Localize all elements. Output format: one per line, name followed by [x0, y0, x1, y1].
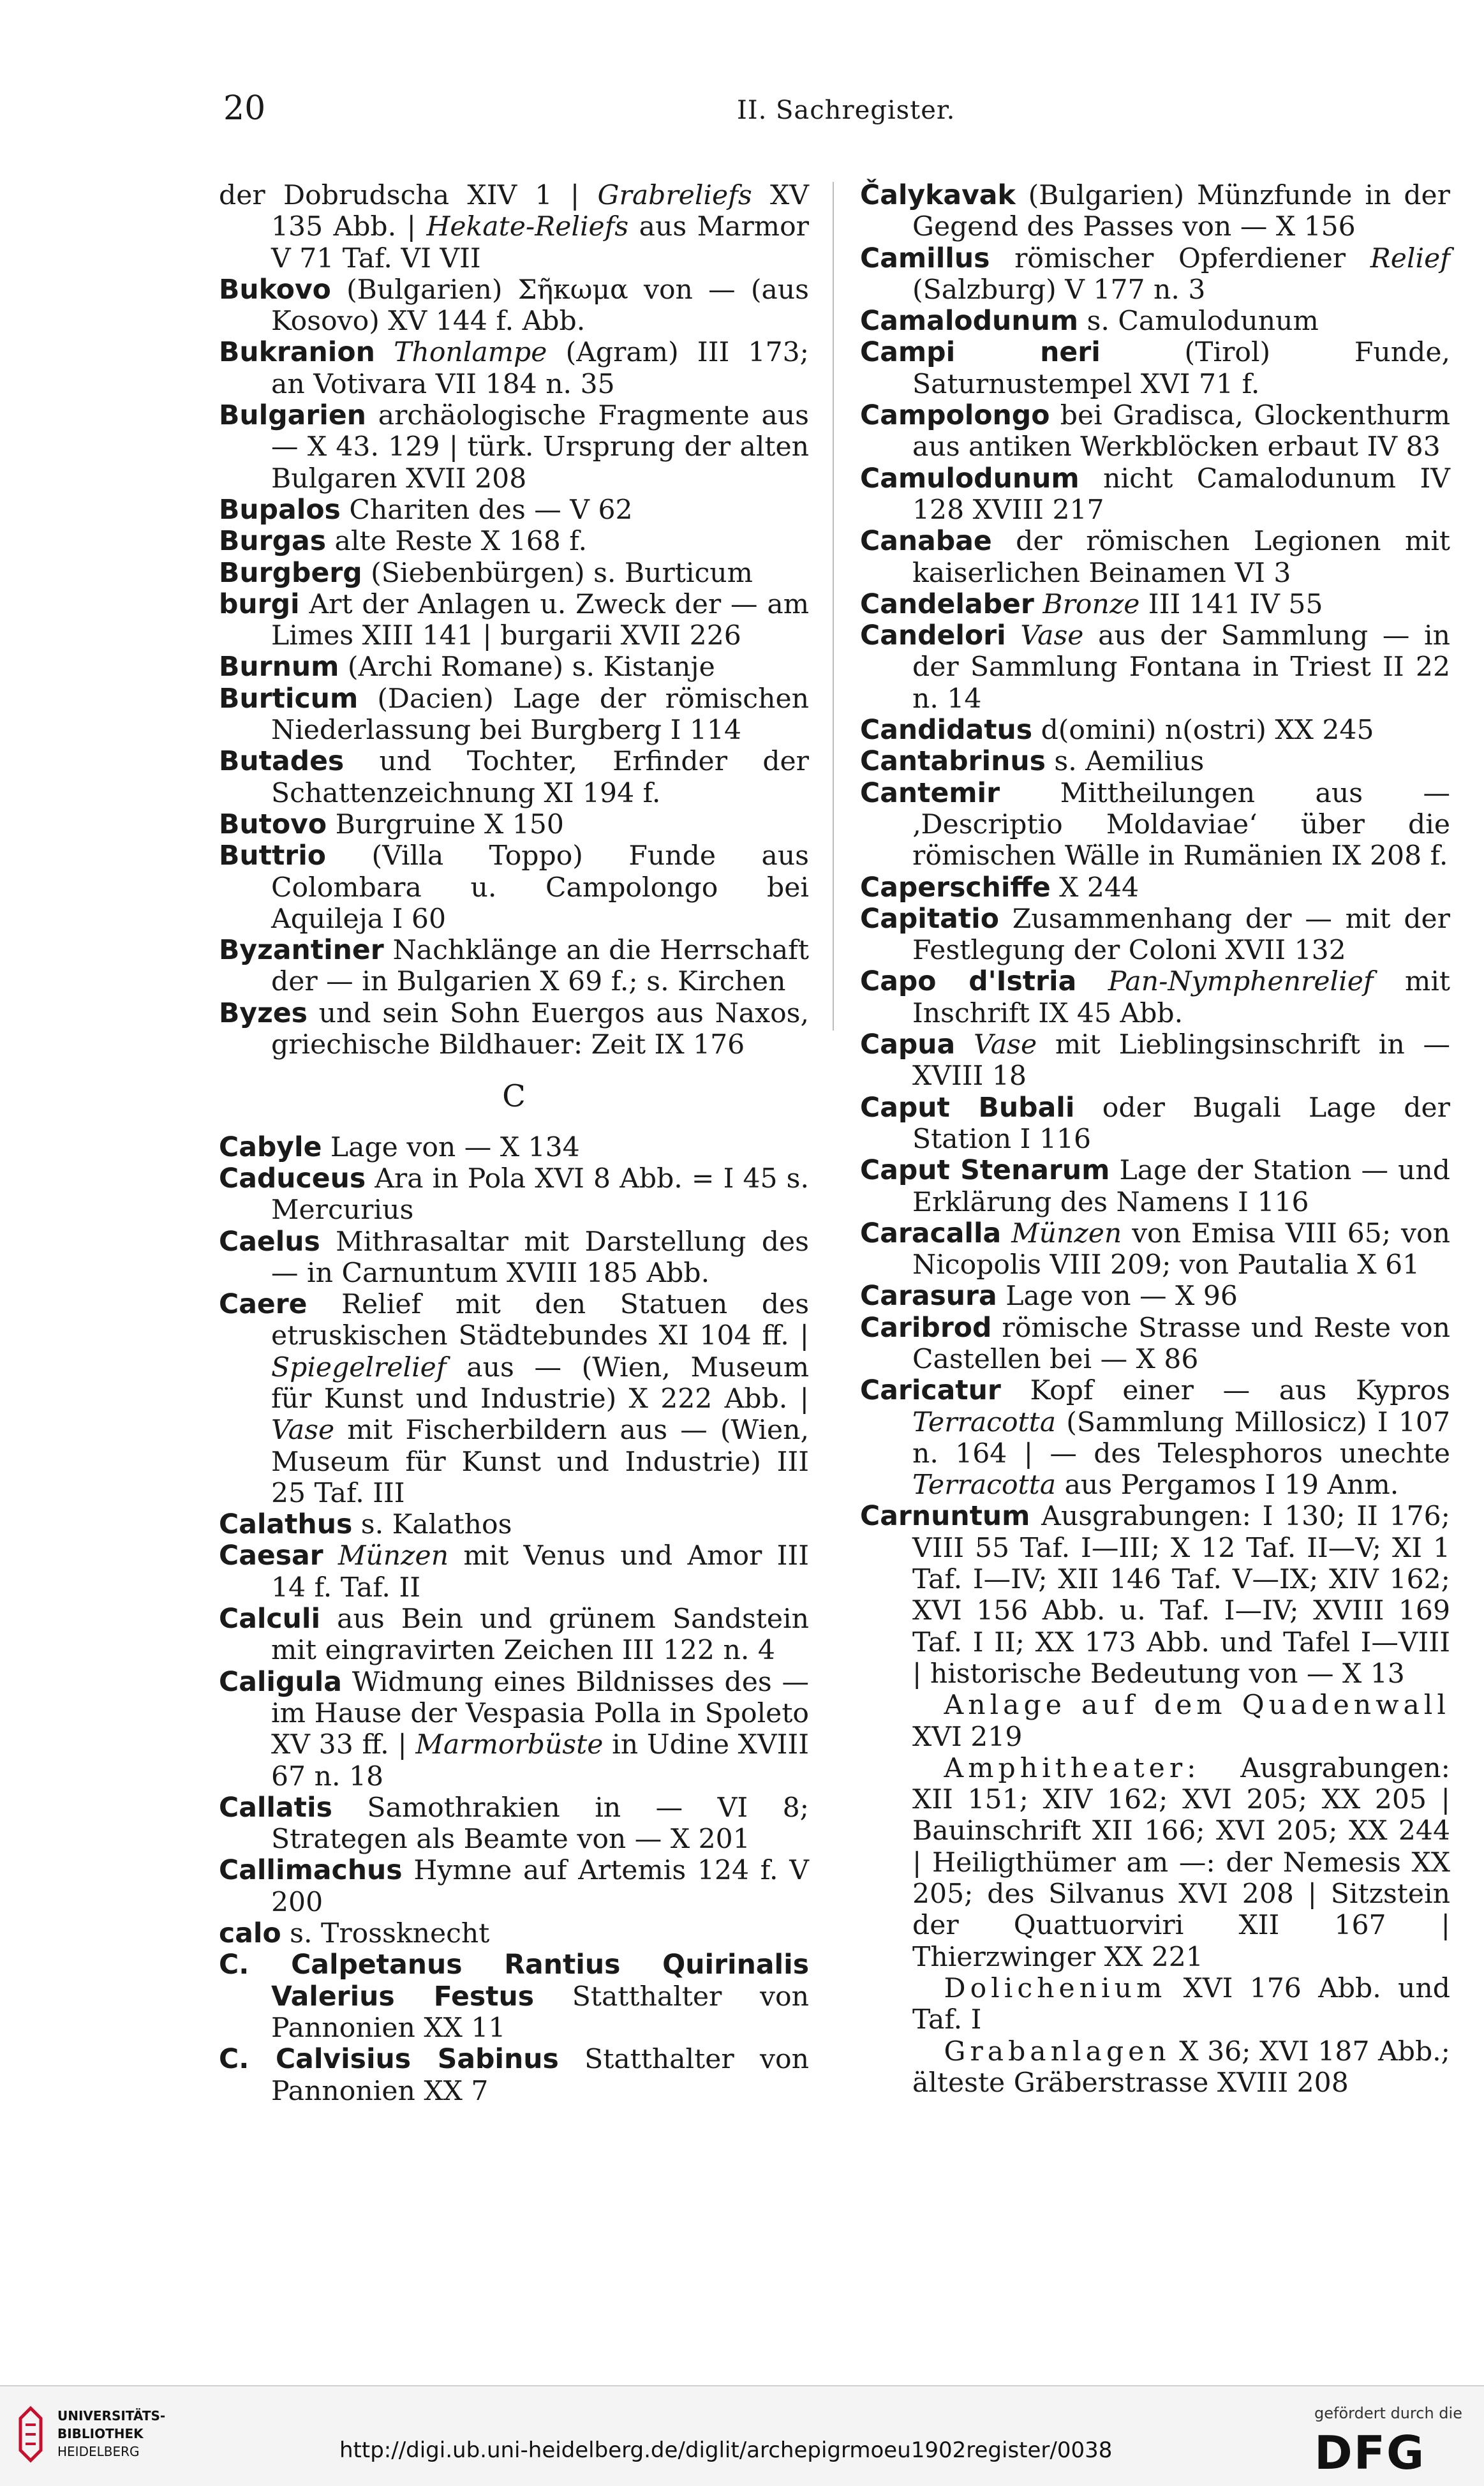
page-number: 20 [223, 89, 266, 128]
entry-keyword: Candelori [860, 620, 1006, 652]
index-entry: Caelus Mithrasaltar mit Darstellung des — in Carnuntum XVIII 185 Abb. [219, 1226, 809, 1289]
sub-entry-keyword: Anlage auf dem Quadenwall [912, 1690, 1450, 1722]
entry-keyword: Buttrio [219, 840, 327, 872]
running-title: II. Sachregister. [737, 96, 956, 125]
index-entry: Carnuntum Ausgrabungen: I 130; II 176; VIII 55 Taf. I—III; X 12 Taf. II—V; XI 1 Taf. I—IV; XII 146 Taf. V—IX; XIV 162; XVI 156 Abb. u. Taf. I—IV; XVIII 169 Taf. I II; XX 173 Abb. und Tafel I—VIII | historische Bedeutung von — X 13 [860, 1501, 1450, 1690]
sub-entry-keyword: Grabanlagen [912, 2036, 1171, 2067]
index-entry: Capua Vase mit Lieblingsinschrift in — XVIII 18 [860, 1029, 1450, 1092]
index-entry: C. Calpetanus Rantius Quirinalis Valerius Festus Statthalter von Pannonien XX 11 [219, 1949, 809, 2044]
entry-keyword: Callimachus [219, 1855, 403, 1887]
entry-keyword: Camalodunum [860, 306, 1079, 338]
entry-keyword: Callatis [219, 1792, 332, 1824]
entry-keyword: Byzantiner [219, 935, 384, 967]
entry-keyword: Carnuntum [860, 1501, 1030, 1533]
italic-term: Vase [1020, 620, 1084, 652]
entry-keyword: calo [219, 1918, 281, 1950]
index-entry: Caduceus Ara in Pola XVI 8 Abb. = I 45 s. Mercurius [219, 1163, 809, 1226]
entry-keyword: Caligula [219, 1666, 342, 1698]
index-entry: Bukranion Thonlampe (Agram) III 173; an Votivara VII 184 n. 35 [219, 337, 809, 400]
entry-keyword: Butades [219, 746, 345, 778]
index-entry: Campolongo bei Gradisca, Glockenthurm aus antiken Werkblöcken erbaut IV 83 [860, 400, 1450, 463]
entry-keyword: C. Calpetanus Rantius Quirinalis Valerius Festus [219, 1949, 809, 2013]
italic-term: Terracotta [912, 1406, 1057, 1438]
index-entry: der Dobrudscha XIV 1 | Grabreliefs XV 135 Abb. | Hekate-Reliefs aus Marmor V 71 Taf. VI VII [219, 180, 809, 274]
entry-keyword: Butovo [219, 808, 327, 840]
entry-keyword: Burgberg [219, 557, 362, 589]
italic-term: Marmorbüste [415, 1729, 604, 1761]
index-entry: burgi Art der Anlagen u. Zweck der — am Limes XIII 141 | burgarii XVII 226 [219, 588, 809, 652]
entry-keyword: C. Calvisius Sabinus [219, 2044, 559, 2076]
index-entry: Čalykavak (Bulgarien) Münzfunde in der Gegend des Passes von — X 156 [860, 180, 1450, 243]
italic-term: Spiegelrelief [271, 1351, 447, 1383]
index-entry: Butovo Burgruine X 150 [219, 808, 564, 840]
italic-term: Pan-Nymphenrelief [1108, 966, 1374, 998]
entry-keyword: Burgas [219, 526, 327, 558]
entry-keyword: Calculi [219, 1604, 321, 1635]
index-entry: Capo d'Istria Pan-Nymphenrelief mit Inschrift IX 45 Abb. [860, 966, 1451, 1029]
index-entry: Callimachus Hymne auf Artemis 124 f. V 200 [219, 1855, 809, 1918]
italic-term: Vase [271, 1415, 335, 1447]
index-entry: C. Calvisius Sabinus Statthalter von Pannonien XX 7 [219, 2044, 809, 2107]
index-entry: Caput Bubali oder Bugali Lage der Station I 116 [860, 1092, 1450, 1155]
index-entry: Caricatur Kopf einer — aus Kypros Terracotta (Sammlung Millosicz) I 107 n. 164 | — des Telesphoros unechte Terracotta aus Pergamos I 19 Anm. [860, 1375, 1450, 1501]
entry-keyword: Candelaber [860, 588, 1034, 620]
entry-keyword: Canabae [860, 526, 992, 558]
index-entry: Burgberg (Siebenbürgen) s. Burticum [219, 557, 753, 589]
index-entry: Camillus römischer Opferdiener Relief (Salzburg) V 177 n. 3 [860, 242, 1450, 306]
index-entry: Calculi aus Bein und grünem Sandstein mit eingravirten Zeichen III 122 n. 4 [219, 1604, 809, 1667]
italic-term: Relief [1370, 242, 1450, 274]
library-name [57, 2407, 165, 2460]
index-entry: Bulgarien archäologische Fragmente aus — X 43. 129 | türk. Ursprung der alten Bulgaren XVII 208 [219, 400, 809, 495]
index-entry: Caracalla Münzen von Emisa VIII 65; von Nicopolis VIII 209; von Pautalia X 61 [860, 1217, 1450, 1281]
index-entry: calo s. Trossknecht [219, 1918, 490, 1950]
sub-entry: Amphitheater: Ausgrabungen: XII 151; XIV 162; XVI 205; XX 205 | Bauinschrift XII 166; XVI 205; XX 244 | Heiligthümer am —: der Nemesis XX 205; des Silvanus XVI 208 | Sitzstein der Quattuorviri XII 167 | Thierzwinger XX 221 [912, 1752, 1450, 1973]
entry-keyword: Capo d'Istria [860, 966, 1077, 998]
sub-entry: Anlage auf dem Quadenwall XVI 219 [912, 1690, 1450, 1753]
section-letter: C [502, 1078, 526, 1115]
index-entry: Burgas alte Reste X 168 f. [219, 526, 588, 558]
index-entry: Caesar Münzen mit Venus und Amor III 14 f. Taf. II [219, 1540, 809, 1604]
italic-term: Bronze [1043, 588, 1140, 620]
index-entry: Cabyle Lage von — X 134 [219, 1131, 580, 1163]
entry-keyword: Caribrod [860, 1312, 992, 1344]
index-entry: Butades und Tochter, Erfinder der Schattenzeichnung XI 194 f. [219, 746, 809, 809]
index-entry: Cantabrinus s. Aemilius [860, 746, 1205, 778]
entry-keyword: Campi neri [860, 337, 1101, 369]
entry-keyword: Camillus [860, 242, 990, 274]
index-entry: Burnum (Archi Romane) s. Kistanje [219, 651, 715, 683]
index-entry: Caput Stenarum Lage der Station — und Erklärung des Namens I 116 [860, 1155, 1450, 1218]
entry-keyword: Caracalla [860, 1217, 1002, 1249]
entry-keyword: Capitatio [860, 903, 999, 935]
sub-entry: Grabanlagen X 36; XVI 187 Abb.; älteste Gräberstrasse XVIII 208 [912, 2036, 1450, 2099]
entry-keyword: Caput Bubali [860, 1092, 1075, 1124]
entry-keyword: Caesar [219, 1540, 323, 1572]
index-entry: Bupalos Chariten des — V 62 [219, 494, 633, 526]
index-entry: Calathus s. Kalathos [219, 1509, 512, 1541]
library-line-1: UNIVERSITÄTS- [57, 2408, 166, 2423]
index-entry: Burticum (Dacien) Lage der römischen Niederlassung bei Burgberg I 114 [219, 683, 809, 747]
entry-keyword: Carasura [860, 1281, 997, 1313]
italic-term: Terracotta [912, 1470, 1057, 1501]
source-url-link[interactable]: http://digi.ub.uni-heidelberg.de/diglit/archepigrmoeu1902register/0038 [339, 2438, 1113, 2463]
entry-keyword: Campolongo [860, 400, 1050, 432]
university-library-logo-icon [15, 2406, 46, 2463]
column-divider [833, 182, 834, 1031]
italic-term: Grabreliefs [597, 180, 752, 211]
entry-keyword: Bulgarien [219, 400, 366, 432]
entry-keyword: Capua [860, 1029, 956, 1061]
index-entry: Caligula Widmung eines Bildnisses des — im Hause der Vespasia Polla in Spoleto XV 33 ff. | Marmorbüste in Udine XVIII 67 n. 18 [219, 1666, 809, 1792]
library-line-2: BIBLIOTHEK [57, 2426, 144, 2441]
entry-keyword: Caelus [219, 1226, 320, 1258]
entry-keyword: Bukovo [219, 274, 331, 306]
index-entry: Carasura Lage von — X 96 [860, 1281, 1238, 1313]
funding-label: gefördert durch die [1314, 2404, 1462, 2422]
entry-keyword: Čalykavak [860, 180, 1016, 211]
entry-keyword: Caduceus [219, 1163, 366, 1195]
entry-keyword: Bukranion [219, 337, 375, 369]
index-entry: Bukovo (Bulgarien) Σῆκωμα von — (aus Kosovo) XV 144 f. Abb. [219, 274, 809, 338]
index-entry: Byzes und sein Sohn Euergos aus Naxos, griechische Bildhauer: Zeit IX 176 [219, 997, 809, 1061]
entry-keyword: Burticum [219, 683, 359, 715]
entry-keyword: Caere [219, 1289, 308, 1321]
sub-entry-keyword: Dolichenium [912, 1972, 1167, 2004]
left-entries [219, 180, 809, 1061]
entry-keyword: Cantemir [860, 777, 1000, 809]
entry-keyword: Cabyle [219, 1131, 322, 1163]
index-entry: Canabae der römischen Legionen mit kaiserlichen Beinamen VI 3 [860, 526, 1450, 589]
italic-term: Thonlampe [394, 337, 547, 369]
entry-keyword: Caricatur [860, 1375, 1001, 1407]
index-entry: Caribrod römische Strasse und Reste von Castellen bei — X 86 [860, 1312, 1450, 1375]
index-entry: Camulodunum nicht Camalodunum IV 128 XVIII 217 [860, 463, 1450, 526]
right-column [860, 180, 1450, 2099]
index-entry: Camalodunum s. Camulodunum [860, 306, 1319, 338]
entry-keyword: Camulodunum [860, 463, 1080, 495]
index-entry: Callatis Samothrakien in — VI 8; Strategen als Beamte von — X 201 [219, 1792, 809, 1856]
sub-entry: Dolichenium XVI 176 Abb. und Taf. I [912, 1972, 1450, 2036]
italic-term: Münzen [1011, 1217, 1122, 1249]
entry-keyword: Caput Stenarum [860, 1155, 1110, 1187]
italic-term: Vase [974, 1029, 1037, 1061]
italic-term: Hekate-Reliefs [426, 211, 629, 243]
entry-keyword: Caperschiffe [860, 872, 1051, 904]
index-entry: Caere Relief mit den Statuen des etruskischen Städtebundes XI 104 ff. | Spiegelrelief aus — (Wien, Museum für Kunst und Industrie) X 222 Abb. | Vase mit Fischerbildern aus — (Wien, Museum für Kunst und Industrie) III 25 Taf. III [219, 1289, 809, 1509]
italic-term: Münzen [338, 1540, 449, 1572]
entry-keyword: burgi [219, 588, 300, 620]
entry-keyword: Bupalos [219, 494, 341, 526]
right-entries [860, 180, 1450, 1690]
index-entry: Caperschiffe X 244 [860, 872, 1139, 904]
index-entry: Capitatio Zusammenhang der — mit der Festlegung der Coloni XVII 132 [860, 903, 1450, 967]
sub-entry-keyword: Amphitheater: [912, 1752, 1201, 1784]
index-entry: Candelaber Bronze III 141 IV 55 [860, 588, 1323, 620]
entry-keyword: Candidatus [860, 715, 1033, 747]
library-line-3: HEIDELBERG [57, 2444, 140, 2459]
entry-keyword: Calathus [219, 1509, 353, 1541]
right-sub-entries [860, 1690, 1450, 2099]
left-column [219, 180, 809, 2107]
index-entry: Byzantiner Nachklänge an die Herrschaft der — in Bulgarien X 69 f.; s. Kirchen [219, 935, 809, 998]
index-entry: Buttrio (Villa Toppo) Funde aus Colombara u. Campolongo bei Aquileja I 60 [219, 840, 809, 935]
entry-keyword: Burnum [219, 651, 339, 683]
entry-keyword: Cantabrinus [860, 746, 1046, 778]
left-c-entries [219, 1132, 809, 2107]
dfg-logo: DFG [1314, 2426, 1426, 2480]
footer-bar [0, 2385, 1484, 2486]
index-entry: Cantemir Mittheilungen aus — ‚Descriptio Moldaviae‘ über die römischen Wälle in Rumänien IX 208 f. [860, 777, 1450, 872]
index-entry: Campi neri (Tirol) Funde, Saturnustempel XVI 71 f. [860, 337, 1450, 400]
index-entry: Candelori Vase aus der Sammlung — in der Sammlung Fontana in Triest II 22 n. 14 [860, 620, 1450, 715]
index-entry: Candidatus d(omini) n(ostri) XX 245 [860, 715, 1374, 747]
entry-keyword: Byzes [219, 997, 308, 1029]
